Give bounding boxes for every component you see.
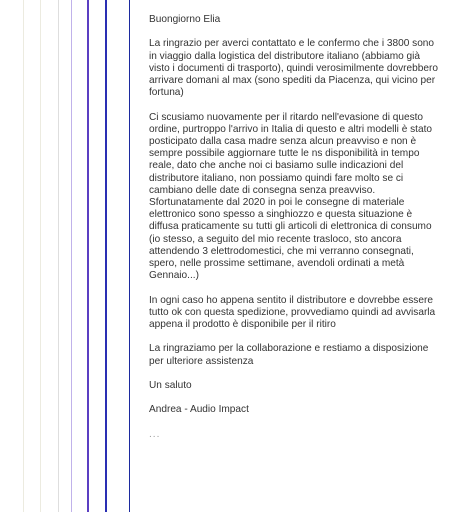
background-stripe-4 xyxy=(71,0,72,512)
background-stripe-2 xyxy=(40,0,41,512)
background-stripe-5 xyxy=(87,0,89,512)
background-stripe-3 xyxy=(58,0,59,512)
email-paragraph-thanks: La ringraziamo per la collaborazione e restiamo a disposizione per ulteriore assistenza xyxy=(149,343,429,367)
email-paragraph-followup: In ogni caso ho appena sentito il distributore e dovrebbe essere tutto ok con questa spedizione, provvediamo quindi ad avvisarla appena il prodotto è disponibile per il ritiro xyxy=(149,294,436,331)
background-stripe-1 xyxy=(23,0,24,512)
email-signature: Andrea - Audio Impact xyxy=(149,404,249,416)
background-stripe-6 xyxy=(105,0,107,512)
trimmed-content-indicator[interactable]: ... xyxy=(149,428,161,440)
email-greeting: Buongiorno Elia xyxy=(149,14,221,25)
email-closing: Un saluto xyxy=(149,380,192,392)
email-paragraph-confirmation: La ringrazio per averci contattato e le confermo che i 3800 sono in viaggio dalla logistica del distributore italiano (abbiamo già visto i documenti di trasporto), quindi verosimilmente dovrebbero arrivare domani al max (sono spediti da Piacenza, qui vicino per fortuna) xyxy=(149,38,438,99)
email-body xyxy=(149,14,439,453)
email-paragraph-apology: Ci scusiamo nuovamente per il ritardo nell'evasione di questo ordine, purtroppo l'arrivo in Italia di questo e altri modelli è stato posticipato dalla casa madre senza alcun preavviso e non è sempre possibile aggiornare tutte le ns disponibilità in tempo reale, dato che anche noi ci basiamo sulle indicazioni del distributore italiano, non possiamo quindi fare molto se ci cambiano delle date di consegna senza preavviso. Sfortunatamente dal 2020 in poi le consegne di materiale elettronico sono spesso a singhiozzo e questa situazione è diffusa praticamente su tutti gli articoli di elettronica di consumo (io stesso, a seguito del mio recente trasloco, sto ancora attendendo 3 elettrodomestici, che mi verranno consegnati, spero, nelle prossime settimane, avendoli ordinati a metà Gennaio...) xyxy=(149,111,433,282)
background-stripe-7 xyxy=(129,0,130,512)
